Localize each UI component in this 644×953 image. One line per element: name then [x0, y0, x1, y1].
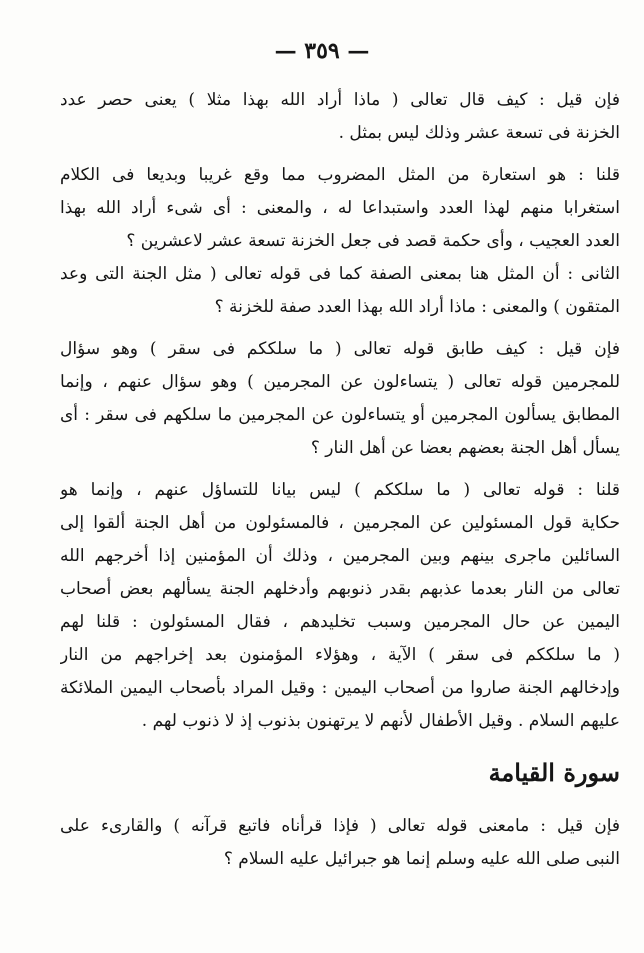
text-line: ( ما سلككم فى سقر ) الآية ، وهؤلاء المؤمنون بعد إخراجهم من النار [60, 645, 620, 665]
text-line: السائلين ماجرى بينهم وبين المجرمين ، وذلك أن المؤمنين إذا أخرجهم الله [60, 546, 620, 566]
page-body [60, 84, 620, 876]
text-line: تعالى من النار بعدما عذبهم بقدر ذنوبهم وأدخلهم الجنة يسألهم بعض أصحاب [60, 579, 620, 599]
text-line: يسأل أهل الجنة بعضهم بعضا عن أهل النار ؟ [310, 438, 620, 458]
text-line: المتقون ) والمعنى : ماذا أراد الله بهذا العدد صفة للخزنة ؟ [214, 297, 620, 317]
paragraph-1 [60, 84, 620, 150]
text-line: الخزنة فى تسعة عشر وذلك ليس بمثل . [338, 123, 620, 143]
section-title: سورة القيامة [488, 758, 620, 787]
paragraph-2 [60, 159, 620, 324]
paragraph-5 [60, 810, 620, 876]
text-line: عليهم السلام . وقيل الأطفال لأنهم لا يرتهنون بذنوب إذ لا ذنوب لهم . [141, 711, 620, 731]
text-line: وإدخالهم الجنة صاروا من أصحاب اليمين : وقيل المراد بأصحاب اليمين الملائكة [60, 678, 620, 698]
text-line: قلنا : قوله تعالى ( ما سلككم ) ليس بيانا للتساؤل عنهم ، وإنما هو [60, 480, 620, 500]
text-line: استغرابا منهم لهذا العدد واستبداعا له ، والمعنى : أى شىء أراد الله بهذا [60, 198, 620, 218]
text-line: النبى صلى الله عليه وسلم إنما هو جبرائيل عليه السلام ؟ [223, 849, 620, 869]
text-line: حكاية قول المسئولين عن المجرمين ، فالمسئولون من أهل الجنة ألقوا إلى [60, 513, 620, 533]
text-line: اليمين عن حال المجرمين وسبب تخليدهم ، فقال المسئولون : قلنا لهم [60, 612, 620, 632]
text-line: للمجرمين قوله تعالى ( يتساءلون عن المجرمين ) وهو سؤال عنهم ، وإنما [60, 372, 620, 392]
text-line: العدد العجيب ، وأى حكمة قصد فى جعل الخزنة تسعة عشر لاعشرين ؟ [126, 231, 620, 251]
paragraph-4 [60, 474, 620, 738]
text-line: فإن قيل : مامعنى قوله تعالى ( فإذا قرأناه فاتبع قرآنه ) والقارىء على [60, 816, 620, 836]
text-line: فإن قيل : كيف قال تعالى ( ماذا أراد الله بهذا مثلا ) يعنى حصر عدد [60, 90, 620, 110]
text-line: فإن قيل : كيف طابق قوله تعالى ( ما سلككم فى سقر ) وهو سؤال [60, 339, 620, 359]
text-line: قلنا : هو استعارة من المثل المضروب مما وقع غريبا وبديعا فى الكلام [60, 165, 620, 185]
text-line: الثانى : أن المثل هنا بمعنى الصفة كما فى قوله تعالى ( مثل الجنة التى وعد [60, 264, 620, 284]
paragraph-3 [60, 333, 620, 465]
text-line: المطابق يسألون المجرمين أو يتساءلون عن المجرمين ما سلكهم فى سقر : أى [60, 405, 620, 425]
page-number: — ٣٥٩ — [274, 38, 370, 64]
